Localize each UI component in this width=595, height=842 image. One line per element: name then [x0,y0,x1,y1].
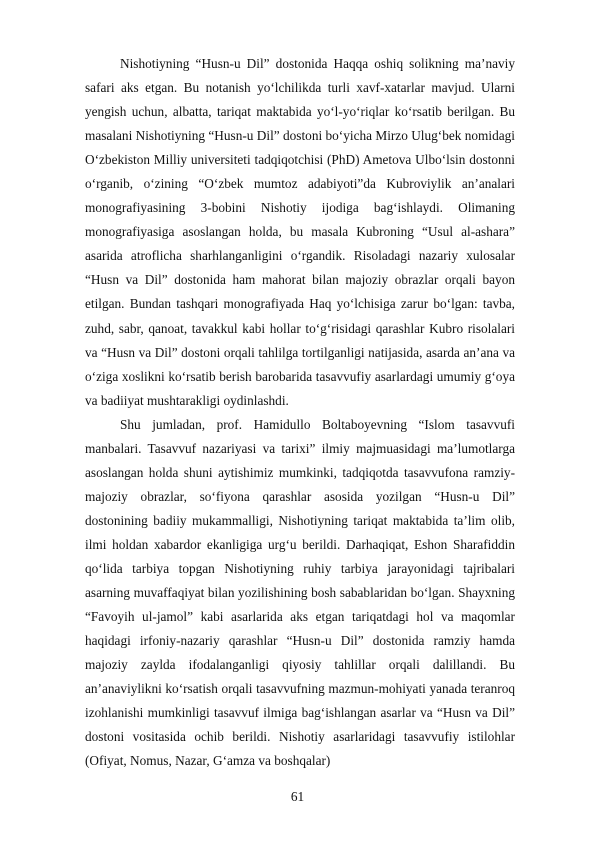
body-text [85,52,515,773]
page-number: 61 [290,789,305,804]
paragraph-1: Nishotiyning “Husn-u Dil” dostonida Haqqa oshiq solikning ma’naviy safari aks etgan. Bu notanish yo‘lchilikda turli xavf-xatarlar mavjud. Ularni yengish uchun, albatta, tariqat maktabida yo‘l-yo‘riqlar ko‘rsatib berilgan. Bu masalani Nishotiyning “Husn-u Dil” dostoni bo‘yicha Mirzo Ulug‘bek nomidagi O‘zbekiston Milliy universiteti tadqiqotchisi (PhD) Ametova Ulbo‘lsin dostonni o‘rganib, o‘zining “O‘zbek mumtoz adabiyoti”da Kubroviylik an’analari monografiyasining 3-bobini Nishotiy ijodiga bag‘ishlaydi. Olimaning monografiyasiga asoslangan holda, bu masala Kubroning “Usul al-ashara” asarida atroflicha sharhlanganligini o‘rgandik. Risoladagi nazariy xulosalar “Husn va Dil” dostonida ham mahorat bilan majoziy obrazlar orqali bayon etilgan. Bundan tashqari monografiyada Haq yo‘lchisiga zarur bo‘lgan: tavba, zuhd, sabr, qanoat, tavakkul kabi hollar to‘g‘risidagi qarashlar Kubro risolalari va “Husn va Dil” dostoni orqali tahlilga tortilganligi natijasida, asarda an’ana va o‘ziga xoslikni ko‘rsatib berish barobarida tasavvufiy asarlardagi umumiy g‘oya va badiiyat mushtarakligi oydinlashdi. [85,56,515,408]
paragraph-2: Shu jumladan, prof. Hamidullo Boltaboyevning “Islom tasavvufi manbalari. Tasavvuf nazariyasi va tarixi” ilmiy majmuasidagi ma’lumotlarga asoslangan holda shuni aytishimiz mumkinki, tadqiqotda tasavvufona ramziy-majoziy obrazlar, so‘fiyona qarashlar asosida yozilgan “Husn-u Dil” dostonining badiiy mukammalligi, Nishotiyning tariqat maktabida ta’lim olib, ilmi holdan xabardor ekanligiga urg‘u berildi. Darhaqiqat, Eshon Sharafiddin qo‘lida tarbiya topgan Nishotiyning ruhiy tarbiya jarayonidagi tajribalari asarning muvaffaqiyat bilan yozilishining bosh sabablaridan bo‘lgan. Shayxning “Favoyih ul-jamol” kabi asarlarida aks etgan tariqatdagi hol va maqomlar haqidagi irfoniy-nazariy qarashlar “Husn-u Dil” dostonida ramziy hamda majoziy zaylda ifodalanganligi qiyosiy tahlillar orqali dalillandi. Bu an’anaviylikni ko‘rsatish orqali tasavvufning mazmun-mohiyati yanada teranroq izohlanishi mumkinligi tasavvuf ilmiga bag‘ishlangan asarlar va “Husn va Dil” dostoni vositasida ochib berildi. Nishotiy asarlaridagi tasavvufiy istilohlar (Ofiyat, Nomus, Nazar, G‘amza va boshqalar) [85,416,515,769]
